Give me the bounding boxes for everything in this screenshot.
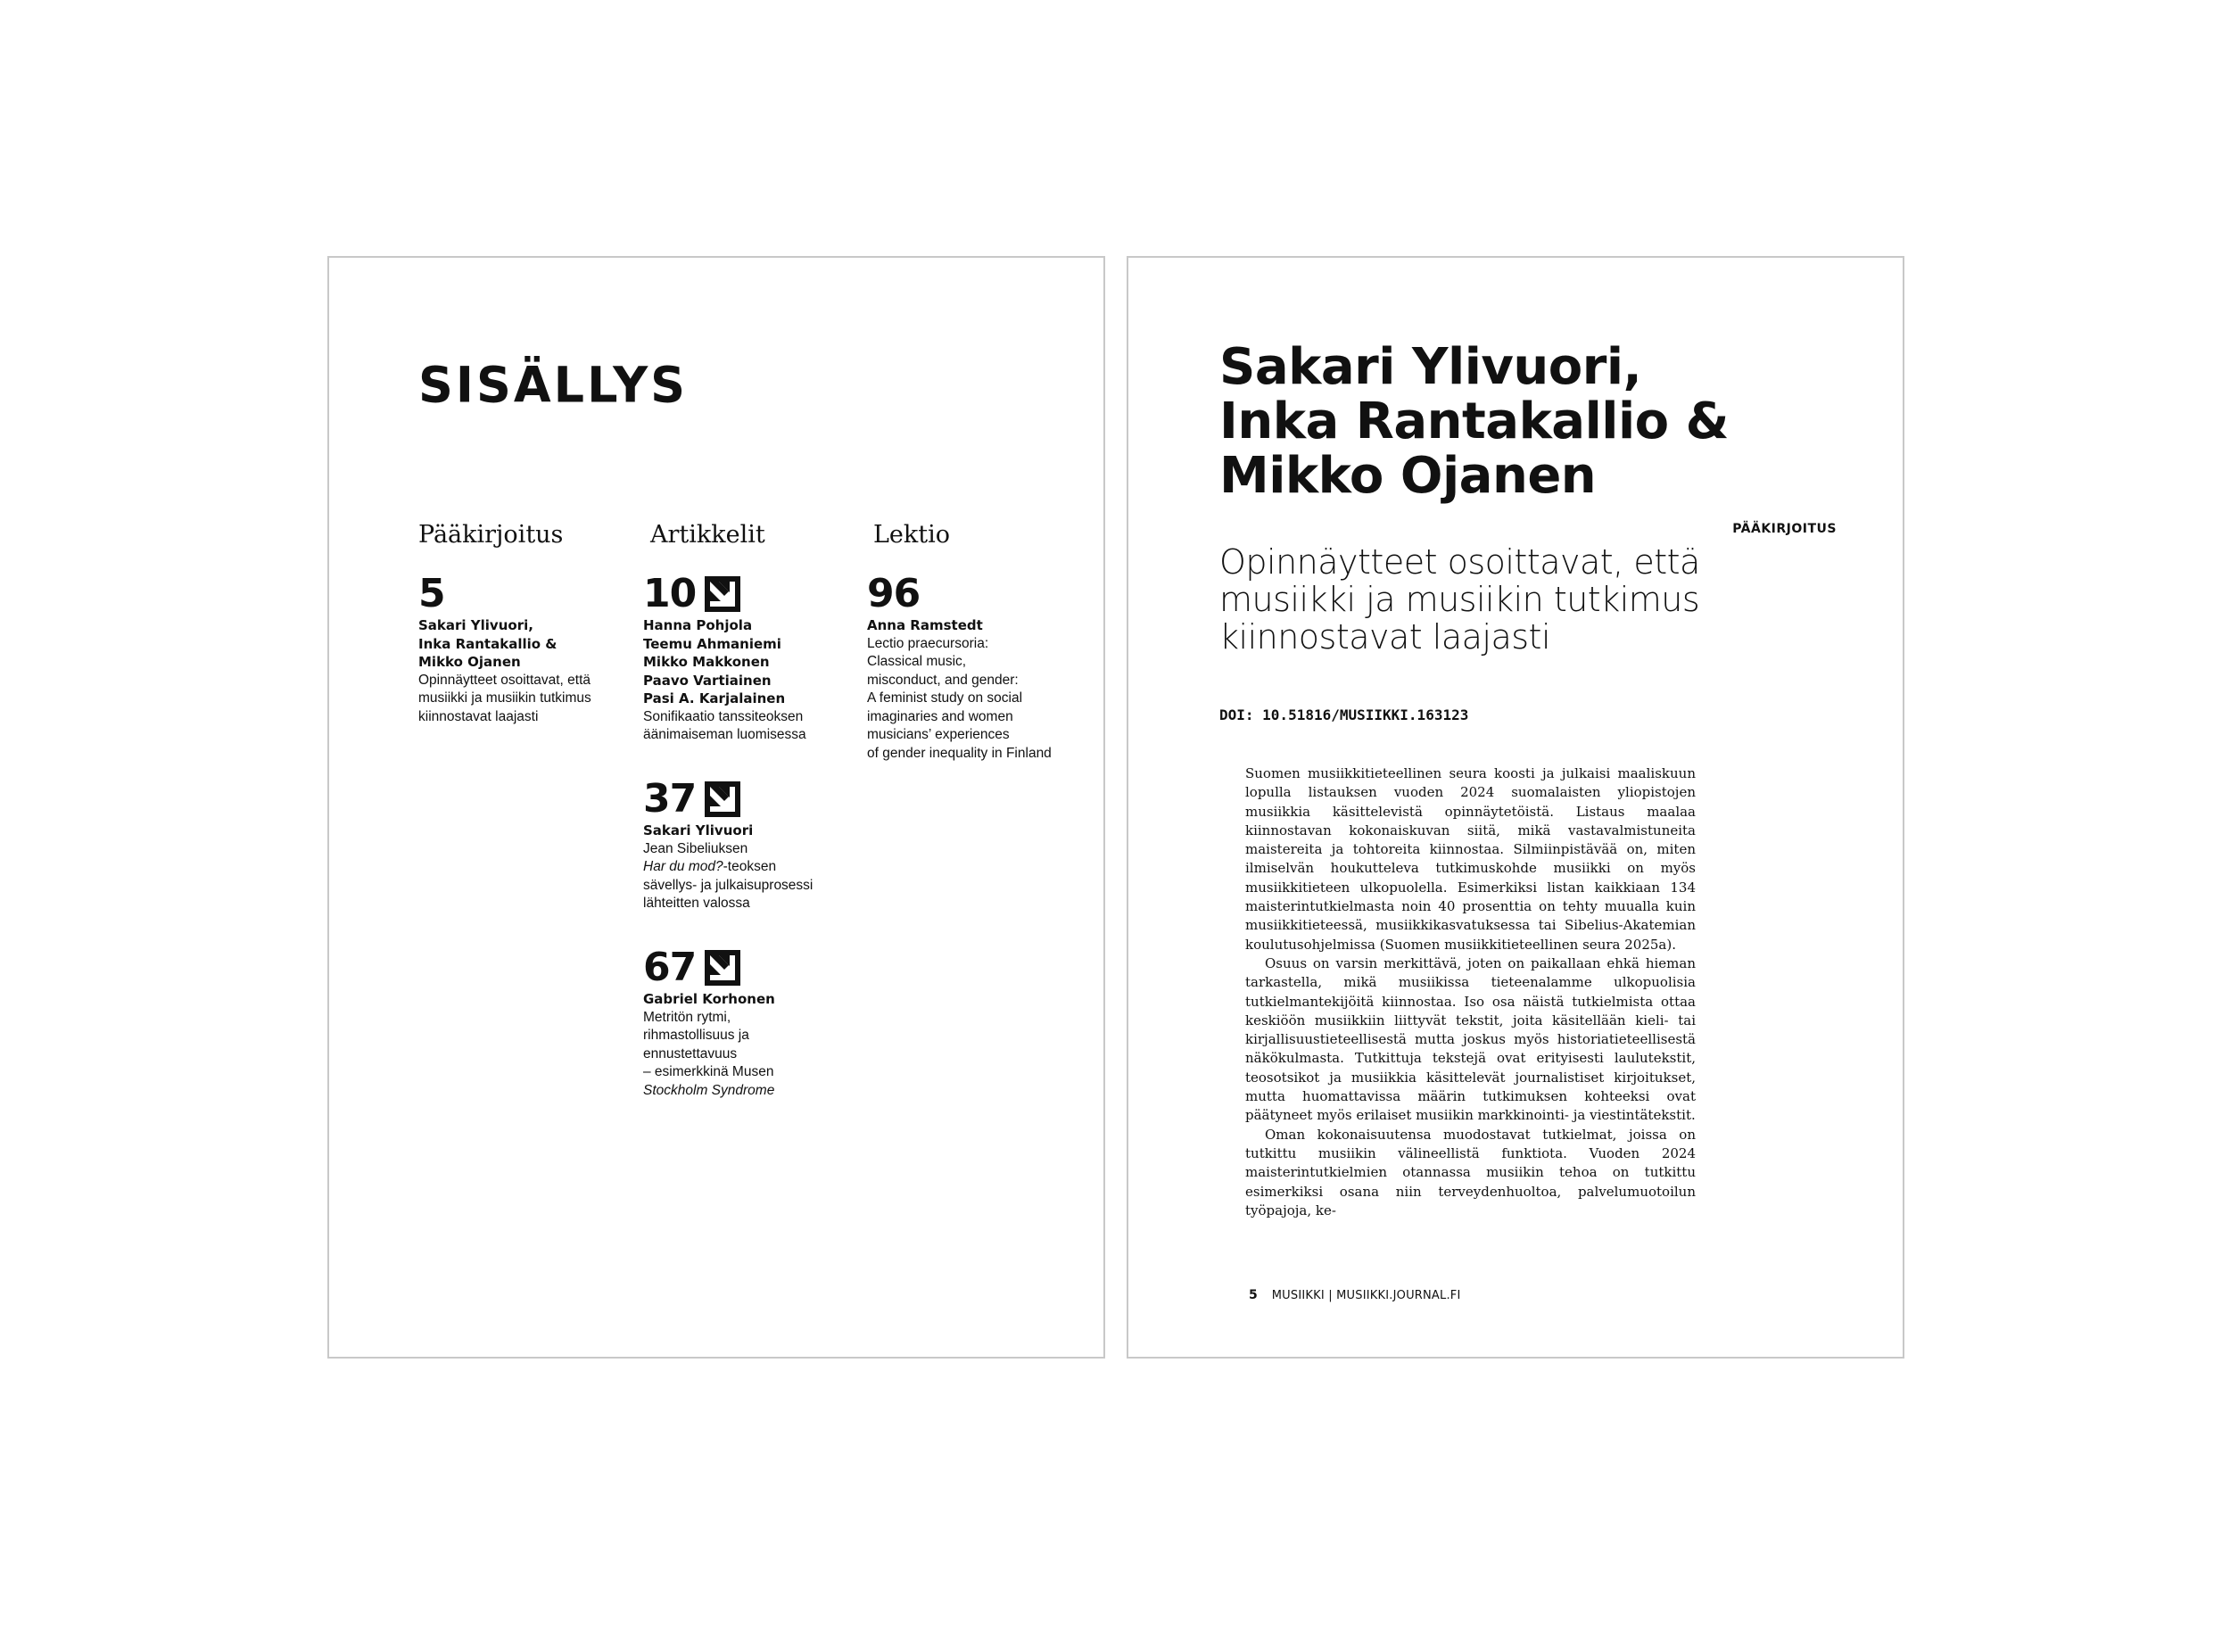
toc-page — [327, 256, 1105, 1359]
toc-entry-page: 96 — [867, 571, 921, 616]
article-authors: Sakari Ylivuori, Inka Rantakallio & Mikko Ojanen — [1219, 338, 1729, 505]
toc-entry-page: 67 — [643, 947, 857, 988]
article-page — [1127, 256, 1904, 1359]
journal-name: MUSIIKKI | MUSIIKKI.JOURNAL.FI — [1271, 1289, 1461, 1302]
peer-reviewed-arrow-icon — [705, 950, 740, 986]
body-paragraph: Suomen musiikkitieteellinen seura koosti ja julkaisi maaliskuun lopulla listauksen vuoden 2024 suomalaisten yliopistojen musiikkia käsittelevistä opinnäytetöistä. Listaus maalaa kiinnostavan kokonaiskuvan siitä, mikä vastavalmistuneita maistereita ja tohtoreita kiinnostaa. Silmiinpistävää on, miten ilmiselvän houkutteleva tutkimuskohde musiikki on myös musiikkitieteen ulkopuolella. Esimerkiksi listan kaikkiaan 134 maisterintutkielmasta noin 40 prosenttia on tehty muualla kuin musiikkitieteessä, musiikkikasvatuksessa tai Sibelius-Akatemian koulutusohjelmissa (Suomen musiikkitieteellinen seura 2025a). — [1245, 765, 1696, 953]
toc-entry-authors: Anna Ramstedt — [867, 617, 983, 633]
body-paragraph: Osuus on varsin merkittävä, joten on paikallaan ehkä hieman tarkastella, mikä musiikissa tieteenalamme ulkopuolisia tutkielmantekijöitä kiinnostaa. Iso osa näistä tutkielmista ottaa keskiöön musiikkiin liittyvät tekstit, joita käsitellään kieli- tai kirjallisuustieteellisestä mutta joskus myös historiatieteellisestä näkökulmasta. Tutkittuja tekstejä ovat erityisesti laulutekstit, teosotsikot ja musiikkia käsittelevät journalistiset kirjoitukset, mutta huomattavissa määrin tutkimuksen kohteeksi ovat päätyneet myös erilaiset musiikin markkinointi- ja viestintätekstit. — [1245, 954, 1696, 1124]
toc-entry-title: Jean Sibeliuksen Har du mod?-teoksen sävellys- ja julkaisuprosessi lähteitten valossa — [643, 840, 814, 911]
article-title: Opinnäytteet osoittavat, että musiikki ja musiikin tutkimus kiinnostavat laajasti — [1219, 542, 1700, 657]
toc-entry[interactable] — [867, 571, 1090, 763]
article-body — [1245, 764, 1696, 1220]
toc-entry[interactable] — [643, 776, 857, 913]
page-number: 5 — [1249, 1288, 1258, 1302]
toc-entry[interactable] — [418, 571, 632, 726]
toc-entry-page: 5 — [418, 571, 445, 616]
toc-entry-title: Sonifikaatio tanssiteoksen äänimaiseman luomisessa — [643, 708, 806, 742]
section-label: PÄÄKIRJOITUS — [1732, 522, 1837, 536]
toc-column-editorial: Pääkirjoitus — [418, 521, 564, 549]
toc-entry-authors: Sakari Ylivuori — [643, 822, 754, 838]
toc-title: SISÄLLYS — [418, 356, 689, 414]
toc-entry-title: Opinnäytteet osoittavat, että musiikki ja musiikin tutkimus kiinnostavat laajasti — [418, 672, 591, 724]
page-footer — [1249, 1288, 1461, 1302]
doi-link[interactable]: DOI: 10.51816/MUSIIKKI.163123 — [1219, 706, 1469, 723]
body-paragraph: Oman kokonaisuutensa muodostavat tutkielmat, joissa on tutkittu musiikin välineellistä funktiota. Vuoden 2024 maisterintutkielmien otannassa musiikin tehoa on tutkittu esimerkiksi osana niin terveydenhuoltoa, palvelumuotoilun työpajoja, ke- — [1245, 1126, 1696, 1218]
toc-entry-authors: Sakari Ylivuori, Inka Rantakallio & Mikko Ojanen — [418, 617, 558, 670]
peer-reviewed-arrow-icon — [705, 781, 740, 817]
toc-entry-page: 37 — [643, 779, 857, 820]
peer-reviewed-arrow-icon — [705, 576, 740, 612]
toc-entry-authors: Hanna Pohjola Teemu Ahmaniemi Mikko Makkonen Paavo Vartiainen Pasi A. Karjalainen — [643, 617, 786, 706]
toc-column-articles: Artikkelit — [650, 521, 765, 549]
toc-entry-page: 10 — [643, 574, 857, 615]
toc-entry[interactable] — [643, 571, 857, 745]
toc-entry[interactable] — [643, 947, 857, 1100]
toc-column-lectio: Lektio — [873, 521, 951, 549]
toc-entry-title: Metritön rytmi, rihmastollisuus ja ennustettavuus – esimerkkinä Musen Stockholm Syndrome — [643, 1009, 775, 1098]
toc-entry-authors: Gabriel Korhonen — [643, 991, 775, 1007]
toc-entry-title: Lectio praecursoria: Classical music, misconduct, and gender: A feminist study on social imaginaries and women musicians’ experiences of gender inequality in Finland — [867, 635, 1052, 761]
